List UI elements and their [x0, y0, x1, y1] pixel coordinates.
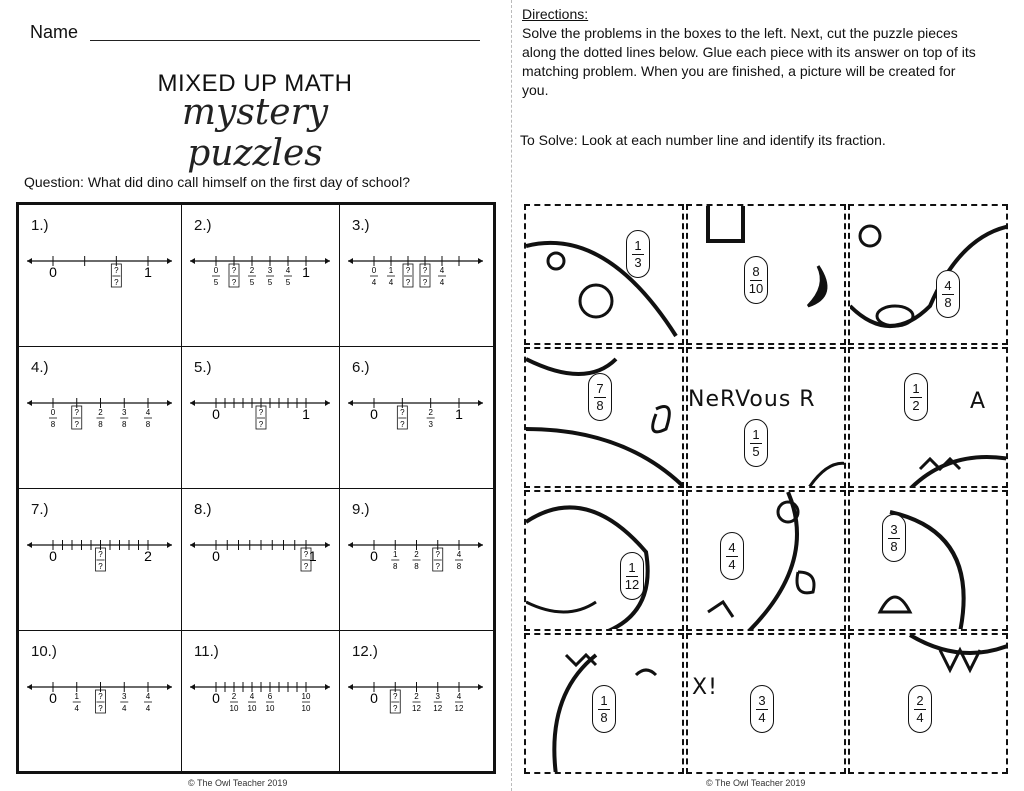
number-line	[25, 533, 174, 573]
fraction-denominator: 8	[393, 562, 398, 571]
whole-number-label: 0	[49, 548, 57, 564]
unknown-denominator: ?	[231, 278, 237, 287]
answer-oval	[720, 532, 744, 580]
arrow-right	[167, 684, 172, 690]
fraction-denominator: 10	[229, 704, 239, 713]
number-line	[188, 533, 332, 573]
fraction-denominator: 12	[454, 704, 464, 713]
fraction-denominator: 5	[213, 278, 219, 287]
dinosaur-art-fragment	[850, 206, 1008, 345]
fraction-denominator: 5	[285, 278, 291, 287]
number-line	[188, 675, 332, 715]
answer-oval	[592, 685, 616, 733]
answer-numerator: 7	[596, 380, 604, 396]
answer-oval	[626, 230, 650, 278]
problem-number: 5.)	[194, 359, 212, 376]
answer-numerator: 1	[634, 237, 642, 253]
fraction-denominator: 4	[371, 278, 377, 287]
fraction-denominator: 4	[122, 704, 127, 713]
whole-number-label: 1	[144, 264, 152, 280]
whole-number-label: 0	[49, 264, 57, 280]
fraction-numerator: 0	[213, 266, 219, 275]
piece-text: NeRVous R	[688, 387, 816, 412]
problem-number: 8.)	[194, 501, 212, 518]
fraction-numerator: 4	[439, 266, 445, 275]
arrow-left	[27, 542, 32, 548]
fraction-numerator: 3	[122, 692, 127, 701]
whole-number-label: 0	[49, 690, 57, 706]
arrow-right	[167, 258, 172, 264]
arrow-left	[190, 258, 195, 264]
fraction-denominator: 4	[439, 278, 445, 287]
directions-heading: Directions:	[522, 6, 589, 22]
fraction-numerator: 3	[267, 266, 273, 275]
problem-grid	[16, 202, 496, 774]
unknown-denominator: ?	[393, 704, 398, 713]
fraction-numerator: 2	[414, 692, 419, 701]
answer-oval	[744, 256, 768, 304]
fraction-denominator: 10	[247, 704, 257, 713]
unknown-numerator: ?	[258, 408, 264, 417]
problem-number: 2.)	[194, 217, 212, 234]
dinosaur-art-fragment	[688, 349, 846, 488]
problem-cell	[19, 347, 182, 489]
puzzle-piece	[848, 347, 1008, 488]
number-line	[188, 249, 332, 289]
whole-number-label: 1	[302, 406, 310, 422]
problem-cell	[182, 347, 340, 489]
to-solve-text: : Look at each number line and identify its fraction.	[573, 132, 886, 148]
fraction-denominator: 8	[414, 562, 419, 571]
arrow-left	[190, 684, 195, 690]
number-line	[188, 391, 332, 431]
arrow-left	[190, 400, 195, 406]
fraction-numerator: 2	[428, 408, 433, 417]
problem-cell	[340, 205, 493, 347]
fraction-denominator: 10	[265, 704, 275, 713]
fraction-numerator: 1	[388, 266, 394, 275]
name-label: Name	[30, 22, 79, 42]
fraction-denominator: 4	[145, 704, 151, 713]
arrow-left	[27, 258, 32, 264]
puzzle-piece	[686, 633, 846, 774]
answer-denominator: 5	[752, 443, 760, 459]
arrow-right	[325, 258, 330, 264]
puzzle-piece	[686, 490, 846, 631]
problem-number: 4.)	[31, 359, 49, 376]
answer-oval	[744, 419, 768, 467]
fraction-numerator: 4	[145, 408, 151, 417]
problem-cell	[19, 631, 182, 771]
arrow-right	[478, 542, 483, 548]
unknown-denominator: ?	[98, 562, 103, 571]
problem-number: 1.)	[31, 217, 49, 234]
fraction-numerator: 2	[249, 266, 255, 275]
fraction-numerator: 10	[301, 692, 311, 701]
answer-numerator: 1	[628, 559, 636, 575]
answer-numerator: 2	[916, 692, 924, 708]
fraction-numerator: 6	[267, 692, 273, 701]
problem-cell	[340, 631, 493, 771]
answer-denominator: 8	[890, 538, 898, 554]
fraction-denominator: 8	[122, 420, 127, 429]
answer-oval	[750, 685, 774, 733]
fraction-numerator: 4	[285, 266, 291, 275]
number-line	[25, 249, 174, 289]
fraction-numerator: 1	[393, 550, 398, 559]
arrow-right	[325, 684, 330, 690]
puzzle-grid	[524, 204, 1008, 776]
page-divider	[511, 0, 512, 791]
fraction-denominator: 8	[50, 420, 56, 429]
fraction-numerator: 4	[456, 692, 462, 701]
problem-cell	[182, 489, 340, 631]
fraction-denominator: 8	[98, 420, 103, 429]
footer-right: © The Owl Teacher 2019	[706, 778, 806, 788]
puzzle-piece	[848, 633, 1008, 774]
problem-cell	[19, 489, 182, 631]
fraction-numerator: 4	[456, 550, 462, 559]
puzzle-piece	[524, 347, 684, 488]
answer-denominator: 3	[634, 254, 642, 270]
whole-number-label: 0	[370, 548, 378, 564]
arrow-left	[348, 684, 353, 690]
fraction-numerator: 4	[249, 692, 255, 701]
arrow-left	[27, 684, 32, 690]
problem-number: 11.)	[194, 643, 219, 660]
dinosaur-art-fragment	[688, 492, 846, 631]
fraction-denominator: 10	[301, 704, 311, 713]
fraction-numerator: 3	[435, 692, 440, 701]
answer-numerator: 4	[728, 539, 736, 555]
answer-numerator: 1	[912, 380, 920, 396]
puzzle-piece	[848, 490, 1008, 631]
dinosaur-art-fragment	[850, 492, 1008, 631]
whole-number-label: 0	[370, 406, 378, 422]
puzzle-piece	[848, 204, 1008, 345]
unknown-denominator: ?	[405, 278, 411, 287]
piece-text: X!	[692, 675, 718, 700]
arrow-right	[167, 400, 172, 406]
answer-denominator: 12	[624, 576, 640, 592]
unknown-numerator: ?	[303, 550, 309, 559]
answer-denominator: 4	[758, 709, 766, 725]
answer-numerator: 8	[752, 263, 760, 279]
title-line2: mystery puzzles	[181, 92, 329, 174]
answer-denominator: 4	[916, 709, 924, 725]
arrow-right	[325, 400, 330, 406]
unknown-numerator: ?	[98, 692, 103, 701]
fraction-denominator: 3	[428, 420, 433, 429]
fraction-numerator: 2	[231, 692, 237, 701]
arrow-right	[167, 542, 172, 548]
fraction-denominator: 5	[249, 278, 255, 287]
fraction-numerator: 0	[371, 266, 377, 275]
whole-number-label: 0	[212, 690, 220, 706]
unknown-denominator: ?	[400, 420, 405, 429]
problem-cell	[182, 205, 340, 347]
puzzle-piece	[524, 204, 684, 345]
answer-oval	[620, 552, 644, 600]
dinosaur-art-fragment	[526, 206, 684, 345]
unknown-numerator: ?	[405, 266, 411, 275]
arrow-left	[348, 258, 353, 264]
problem-cell	[182, 631, 340, 771]
problem-number: 3.)	[352, 217, 370, 234]
unknown-numerator: ?	[422, 266, 428, 275]
answer-numerator: 4	[944, 277, 952, 293]
fraction-denominator: 8	[456, 562, 462, 571]
whole-number-label: 2	[144, 548, 152, 564]
unknown-numerator: ?	[114, 266, 119, 275]
fraction-denominator: 4	[74, 704, 79, 713]
problem-number: 12.)	[352, 643, 378, 660]
unknown-denominator: ?	[435, 562, 440, 571]
number-line	[25, 675, 174, 715]
whole-number-label: 0	[212, 406, 220, 422]
answer-oval	[904, 373, 928, 421]
puzzle-piece	[524, 633, 684, 774]
answer-numerator: 1	[752, 426, 760, 442]
answer-oval	[908, 685, 932, 733]
whole-number-label: 1	[302, 264, 310, 280]
question-text: Question: What did dino call himself on the first day of school?	[24, 174, 410, 190]
unknown-denominator: ?	[98, 704, 103, 713]
dinosaur-art-fragment	[850, 349, 1008, 488]
number-line	[346, 391, 485, 431]
arrow-right	[325, 542, 330, 548]
fraction-denominator: 4	[388, 278, 394, 287]
puzzle-piece	[686, 347, 846, 488]
unknown-numerator: ?	[98, 550, 103, 559]
name-line	[90, 40, 480, 41]
fraction-denominator: 8	[145, 420, 151, 429]
fraction-numerator: 0	[50, 408, 56, 417]
fraction-denominator: 12	[412, 704, 421, 713]
footer-left: © The Owl Teacher 2019	[188, 778, 288, 788]
answer-oval	[588, 373, 612, 421]
unknown-denominator: ?	[74, 420, 79, 429]
answer-denominator: 10	[748, 280, 764, 296]
unknown-numerator: ?	[231, 266, 237, 275]
whole-number-label: 0	[212, 548, 220, 564]
fraction-numerator: 4	[145, 692, 151, 701]
puzzle-piece	[686, 204, 846, 345]
number-line	[25, 391, 174, 431]
whole-number-label: 1	[308, 548, 317, 564]
answer-numerator: 3	[758, 692, 766, 708]
fraction-denominator: 5	[267, 278, 273, 287]
arrow-right	[478, 684, 483, 690]
problem-cell	[340, 347, 493, 489]
unknown-numerator: ?	[435, 550, 440, 559]
arrow-left	[348, 542, 353, 548]
answer-denominator: 4	[728, 556, 736, 572]
unknown-denominator: ?	[422, 278, 428, 287]
problem-cell	[19, 205, 182, 347]
unknown-numerator: ?	[400, 408, 405, 417]
fraction-denominator: 12	[433, 704, 443, 713]
unknown-denominator: ?	[114, 278, 119, 287]
number-line	[346, 249, 485, 289]
to-solve	[520, 132, 886, 148]
answer-denominator: 8	[596, 397, 604, 413]
answer-oval	[882, 514, 906, 562]
unknown-numerator: ?	[393, 692, 398, 701]
arrow-right	[478, 258, 483, 264]
to-solve-label: To Solve	[520, 132, 574, 148]
unknown-denominator: ?	[303, 562, 309, 571]
problem-number: 9.)	[352, 501, 370, 518]
answer-numerator: 3	[890, 521, 898, 537]
whole-number-label: 0	[370, 690, 378, 706]
puzzle-piece	[524, 490, 684, 631]
number-line	[346, 533, 485, 573]
title-line1: MIXED UP MATH	[157, 70, 353, 97]
answer-denominator: 2	[912, 397, 920, 413]
problem-number: 6.)	[352, 359, 370, 376]
number-line	[346, 675, 485, 715]
fraction-numerator: 1	[74, 692, 79, 701]
arrow-left	[190, 542, 195, 548]
fraction-numerator: 3	[122, 408, 127, 417]
answer-oval	[936, 270, 960, 318]
dinosaur-art-fragment	[526, 492, 684, 631]
unknown-denominator: ?	[258, 420, 264, 429]
fraction-numerator: 2	[98, 408, 103, 417]
directions-body: Solve the problems in the boxes to the left. Next, cut the puzzle pieces along the dotted lines below. Glue each piece with its answer on top of its matching problem. When you are finished, a picture will be created for you.	[522, 25, 976, 98]
arrow-left	[348, 400, 353, 406]
problem-cell	[340, 489, 493, 631]
answer-numerator: 1	[600, 692, 608, 708]
whole-number-label: 1	[455, 406, 463, 422]
piece-text: A	[970, 389, 987, 414]
arrow-right	[478, 400, 483, 406]
answer-denominator: 8	[944, 294, 952, 310]
arrow-left	[27, 400, 32, 406]
problem-number: 10.)	[31, 643, 57, 660]
problem-number: 7.)	[31, 501, 49, 518]
fraction-numerator: 2	[414, 550, 419, 559]
answer-denominator: 8	[600, 709, 608, 725]
unknown-numerator: ?	[74, 408, 79, 417]
